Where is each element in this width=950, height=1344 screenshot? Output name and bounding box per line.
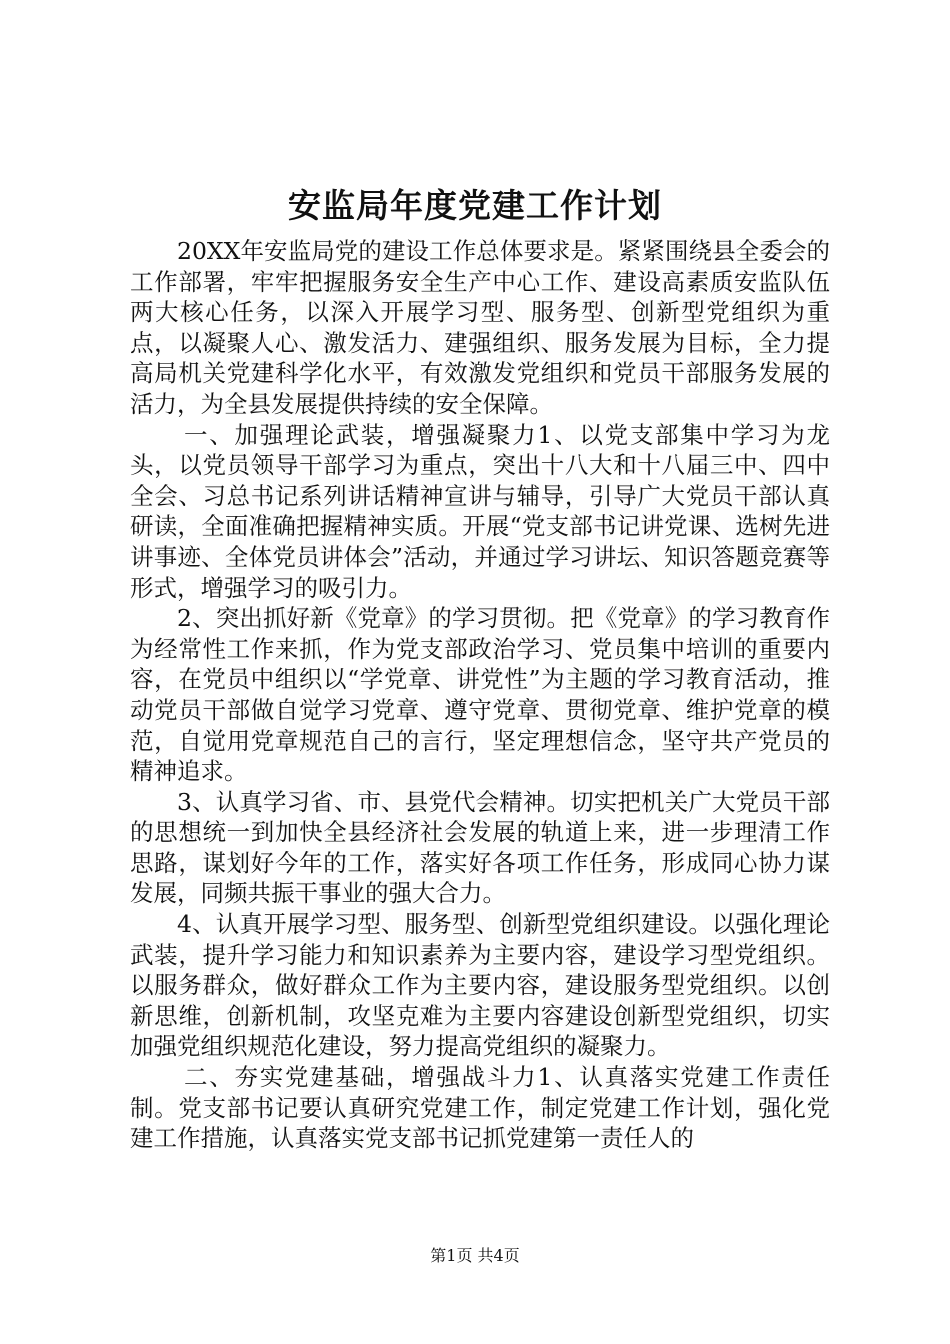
paragraph-intro: 20XX年安监局党的建设工作总体要求是。紧紧围绕县全委会的工作部署，牢牢把握服务安全生产中心工作、建设高素质安监队伍两大核心任务，以深入开展学习型、服务型、创新型党组织为重点，以凝聚人心、激发活力、建强组织、服务发展为目标，全力提高局机关党建科学化水平，有效激发党组织和党员干部服务发展的活力，为全县发展提供持续的安全保障。 [130, 237, 830, 418]
paragraph-section-two: 二、夯实党建基础，增强战斗力1、认真落实党建工作责任制。党支部书记要认真研究党建工作，制定党建工作计划，强化党建工作措施，认真落实党支部书记抓党建第一责任人的 [130, 1063, 830, 1153]
document-body [130, 236, 830, 1154]
paragraph-item-two: 2、突出抓好新《党章》的学习贯彻。把《党章》的学习教育作为经常性工作来抓，作为党支部政治学习、党员集中培训的重要内容，在党员中组织以“学党章、讲党性”为主题的学习教育活动，推动党员干部做自觉学习党章、遵守党章、贯彻党章、维护党章的模范，自觉用党章规范自己的言行，坚定理想信念，坚守共产党员的精神追求。 [130, 604, 830, 786]
document-title: 安监局年度党建工作计划 [288, 186, 662, 225]
paragraph-section-one: 一、加强理论武装，增强凝聚力1、以党支部集中学习为龙头，以党员领导干部学习为重点，突出十八大和十八届三中、四中全会、习总书记系列讲话精神宣讲与辅导，引导广大党员干部认真研读，全面准确把握精神实质。开展“党支部书记讲党课、选树先进讲事迹、全体党员讲体会”活动，并通过学习讲坛、知识答题竞赛等形式，增强学习的吸引力。 [130, 420, 830, 602]
page-footer: 第1页 共4页 [430, 1246, 520, 1265]
paragraph-item-four: 4、认真开展学习型、服务型、创新型党组织建设。以强化理论武装，提升学习能力和知识素养为主要内容，建设学习型党组织。以服务群众，做好群众工作为主要内容，建设服务型党组织。以创新思维，创新机制，攻坚克难为主要内容建设创新型党组织，切实加强党组织规范化建设，努力提高党组织的凝聚力。 [130, 910, 830, 1061]
paragraph-item-three: 3、认真学习省、市、县党代会精神。切实把机关广大党员干部的思想统一到加快全县经济社会发展的轨道上来，进一步理清工作思路，谋划好今年的工作，落实好各项工作任务，形成同心协力谋发展，同频共振干事业的强大合力。 [130, 787, 830, 908]
